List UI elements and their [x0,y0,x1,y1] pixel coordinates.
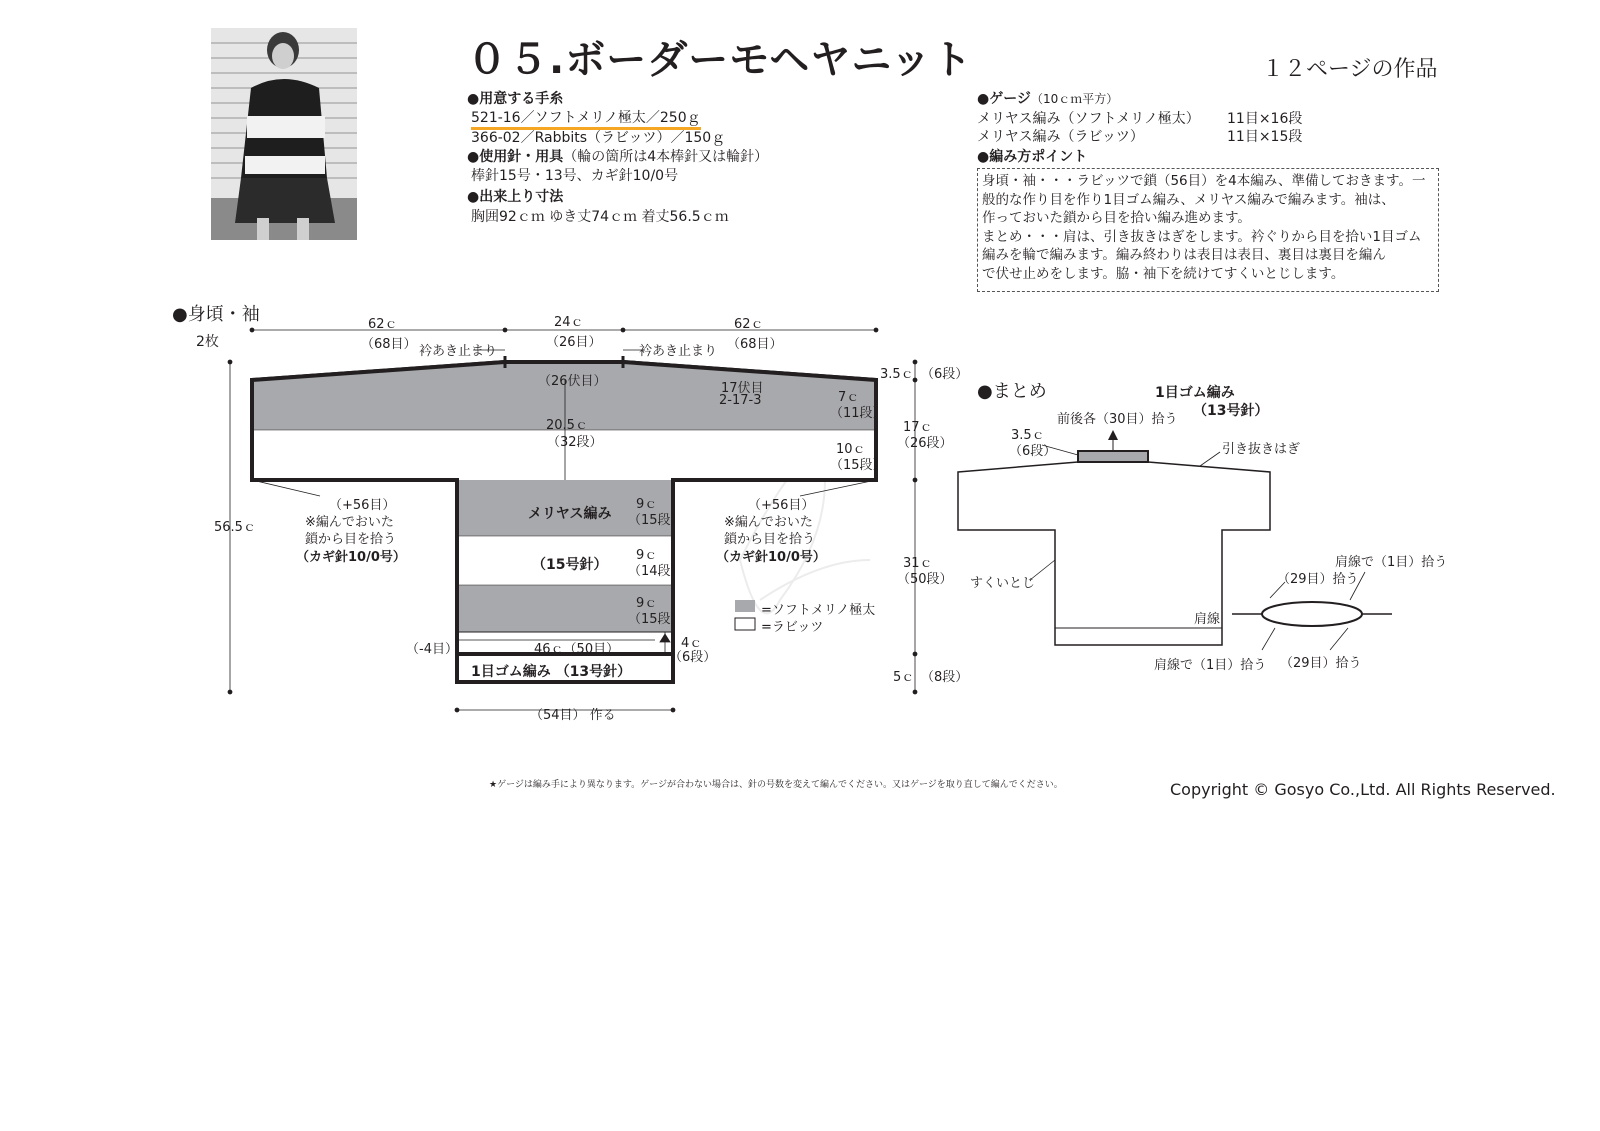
dim-rib-total: 5ｃ [893,670,915,685]
body-needle-label: （15号針） [532,557,608,573]
assembly-shoulder-seam: 引き抜きはぎ [1222,442,1301,457]
dim-body-2-rows: （14段） [628,564,684,579]
dim-body-rows: （50段） [897,572,953,587]
assembly-pick-top: （29目）拾う [1277,572,1359,587]
pickup-right-2: ※編んでおいた [724,515,813,530]
dim-rib-rows: （6段） [669,650,717,665]
points-line: 身頃・袖・・・ラビッツで鎖（56目）を4本編み、準備しておきます。一 [982,173,1426,189]
pickup-right-4: （カギ針10/0号） [716,550,826,565]
dim-body-2: 9ｃ [636,548,658,563]
legend-light-swatch [735,618,755,630]
legend-dark-label: =ソフトメリノ極太 [761,603,876,618]
pickup-left-4: （カギ針10/0号） [296,550,406,565]
dim-width-left-stitches: （68目） [361,337,417,352]
gauge-heading-note: （10ｃｍ平方） [1030,92,1119,106]
dim-center-rows: （32段） [547,435,603,450]
assembly-neck-rows: （6段） [1009,444,1057,459]
pickup-left-1: （+56目） [329,498,396,513]
dim-yoke-height: 17ｃ [903,420,933,435]
assembly-diagram [958,430,1392,650]
gauge-footnote: ★ゲージは編み手により異なります。ゲージが合わない場合は、針の号数を変えて編んでください。又はゲージを取り直して編んでください。 [489,780,1063,790]
pickup-left-3: 鎖から目を拾う [305,532,397,547]
cast-on-label: （54目） 作る [530,708,616,723]
rib-stitch-label: 1目ゴム編み （13号針） [471,664,632,680]
gauge-row-value: 11目×15段 [1227,129,1303,145]
points-line: 般的な作り目を作り1目ゴム編み、メリヤス編みで編みます。袖は、 [982,191,1395,208]
yarn-line-1-text: 521-16／ソフトメリノ極太／250ｇ [471,110,701,130]
points-line: 編みを輪で編みます。編み終わりは表目は表目、裏目は裏目を編ん [982,247,1386,263]
pickup-left-2: ※編んでおいた [305,515,394,530]
assembly-shoulder-line: 肩線 [1194,612,1221,627]
assembly-pick-bottom-right: （29目）拾う [1280,656,1362,671]
yarn-line-2: 366-02／Rabbits（ラビッツ）／150ｇ [471,130,726,146]
assembly-neck-height: 3.5ｃ [1011,428,1045,443]
dim-stripe1-rows: （11段） [830,406,886,421]
dim-width-left: 62ｃ [368,317,398,332]
assembly-pickup: 前後各（30目）拾う [1057,412,1178,427]
body-stitch-label: メリヤス編み [528,506,612,522]
rib-width-label: 46ｃ（50目） [534,642,620,657]
points-heading: ●編み方ポイント [977,149,1088,165]
dim-total-height: 56.5ｃ [214,520,256,535]
pickup-right-1: （+56目） [748,498,815,513]
legend-light-label: =ラビッツ [761,620,824,635]
dim-center-height: 20.5ｃ [546,418,588,433]
dim-stripe2: 10ｃ [836,442,866,457]
yarn-heading: ●用意する手糸 [467,91,564,107]
finished-heading: ●出来上り寸法 [467,189,564,205]
dim-body-3-rows: （15段） [628,612,684,627]
dim-top-height: 3.5ｃ [880,367,914,382]
dim-rib-height: 4ｃ [681,636,703,651]
assembly-rib-needle: （13号針） [1193,403,1269,419]
dim-body-1: 9ｃ [636,497,658,512]
bind-off-label: （26伏目） [538,374,607,389]
dim-body-height: 31ｃ [903,556,933,571]
dim-stripe2-rows: （15段） [830,458,886,473]
assembly-side-seam: すくいとじ [970,576,1036,591]
gauge-heading-text: ●ゲージ [977,91,1031,107]
rib-decrease-label: （-4目） [406,642,458,657]
gauge-row-label: メリヤス編み（ソフトメリノ極太） [977,111,1200,127]
dim-body-3: 9ｃ [636,596,658,611]
dim-yoke-rows: （26段） [897,436,953,451]
dim-top-rows: （6段） [921,367,969,382]
dim-width-mid: 24ｃ [554,315,584,330]
piece-count: 2枚 [196,334,219,350]
legend-dark-swatch [735,600,755,612]
decrease-label-2: 2-17-3 [719,393,762,408]
dim-rib-total-rows: （8段） [921,670,969,685]
points-line: 作っておいた鎖から目を拾い編み進めます。 [982,210,1251,226]
body-sleeve-heading: ●身頃・袖 [172,304,260,325]
dim-body-1-rows: （15段） [628,513,684,528]
points-line: まとめ・・・肩は、引き抜きはぎをします。衿ぐりから目を拾い1目ゴム [982,228,1422,245]
needles-heading-text: ●使用針・用具 [467,149,564,165]
page-title: ０５.ボーダーモヘヤニット [467,37,973,83]
gauge-row-value: 11目×16段 [1227,111,1303,127]
needles-heading-note: （輪の箇所は4本棒針又は輪針） [563,149,769,165]
assembly-pick-top-right: 肩線で（1目）拾う [1335,555,1448,570]
needles-line: 棒針15号・13号、カギ針10/0号 [471,168,679,184]
dim-width-mid-stitches: （26目） [546,335,602,350]
assembly-heading: ●まとめ [977,381,1047,402]
neck-opening-left: 衿あき止まり [419,344,498,359]
dim-stripe1: 7ｃ [838,390,860,405]
pickup-right-3: 鎖から目を拾う [724,532,816,547]
assembly-pick-bottom-left: 肩線で（1目）拾う [1154,658,1267,673]
decrease-label-1: 17伏目 [721,381,764,396]
assembly-rib-title: 1目ゴム編み [1155,385,1235,401]
points-line: で伏せ止めをします。脇・袖下を続けてすくいとじします。 [982,265,1345,282]
copyright-notice: Copyright © Gosyo Co.,Ltd. All Rights Reserved. [1170,780,1556,799]
page-reference: １２ページの作品 [1262,57,1438,82]
gauge-row-label: メリヤス編み（ラビッツ） [977,129,1144,145]
dim-width-right-stitches: （68目） [727,337,783,352]
dim-width-right: 62ｃ [734,317,764,332]
neck-opening-right: 衿あき止まり [639,344,718,359]
finished-line: 胸囲92ｃｍ ゆき丈74ｃｍ 着丈56.5ｃｍ [471,209,729,225]
